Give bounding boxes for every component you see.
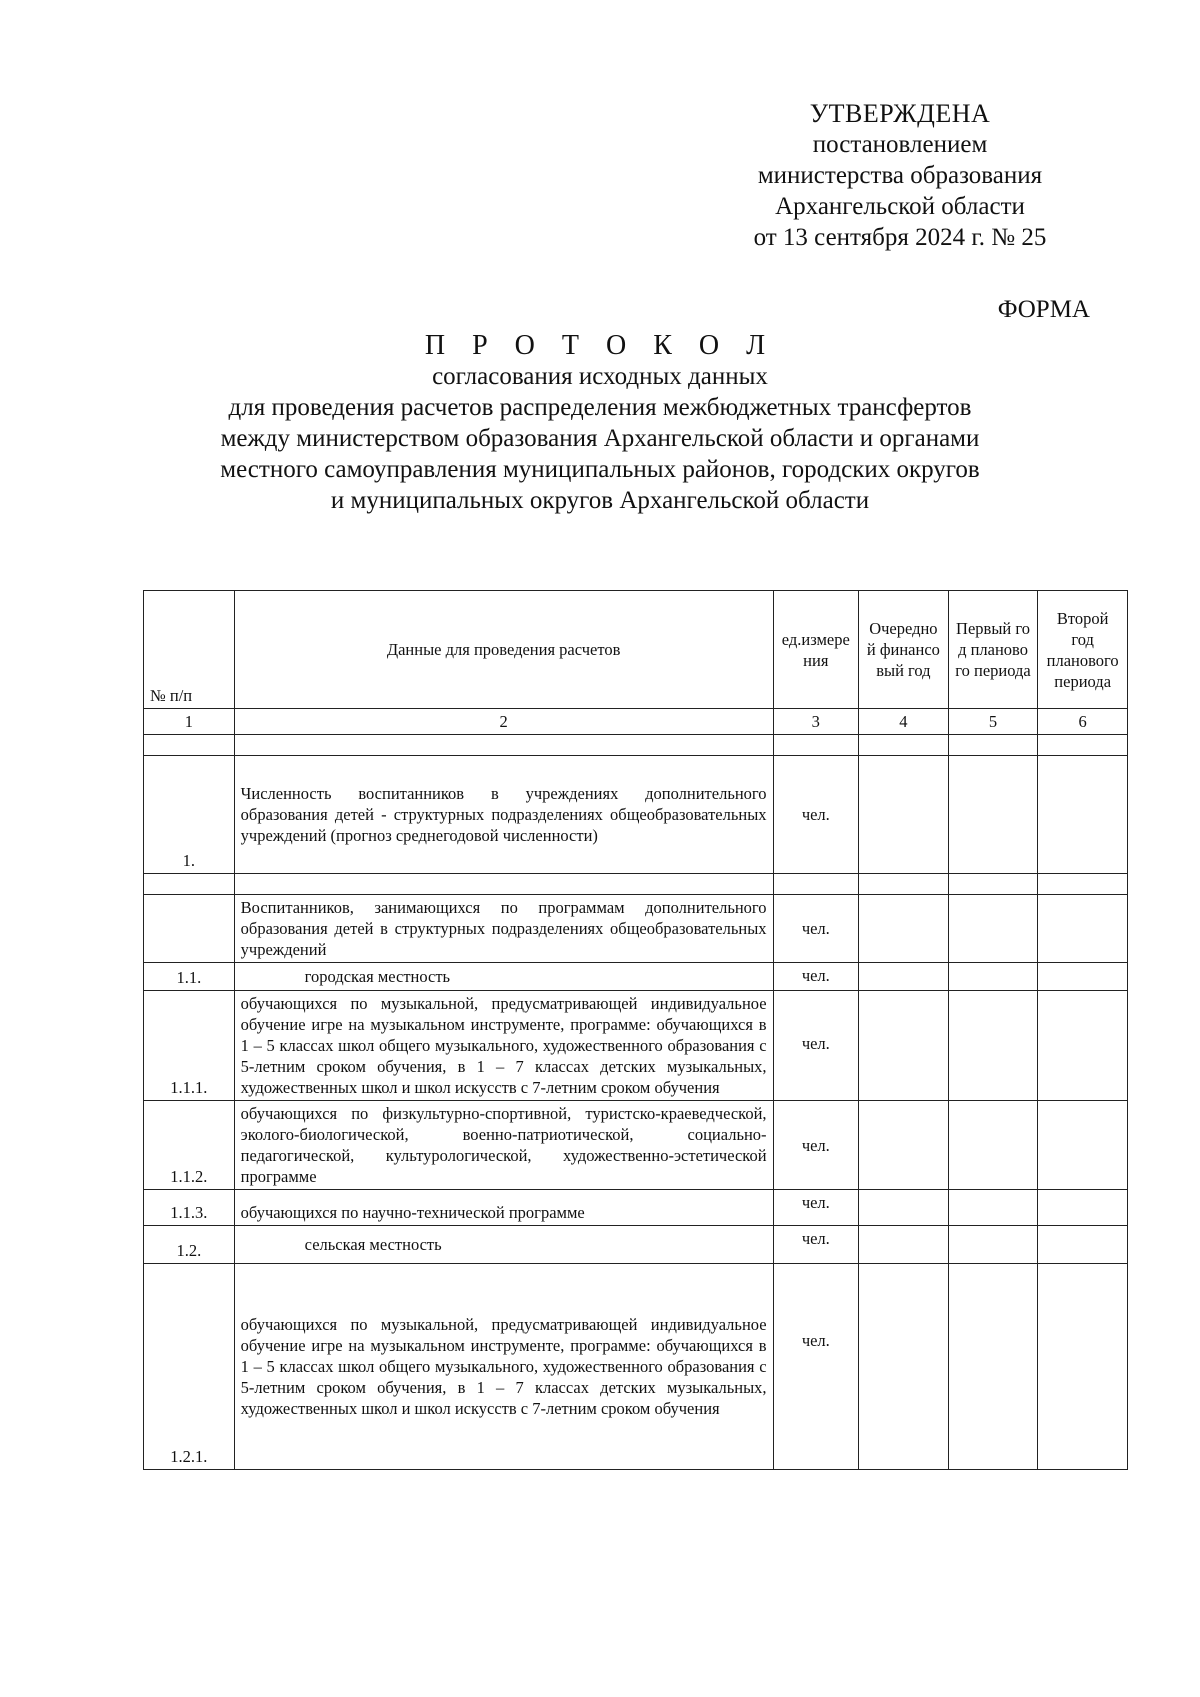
value-cell[interactable] [1038, 1264, 1128, 1470]
row-unit: чел. [773, 1190, 859, 1226]
value-cell[interactable] [948, 963, 1038, 991]
value-cell[interactable] [859, 991, 949, 1101]
row-text: обучающихся по научно-технической программе [234, 1190, 773, 1226]
row-unit: чел. [773, 991, 859, 1101]
index-cell: 4 [859, 709, 949, 735]
row-text: сельская местность [234, 1226, 773, 1264]
row-unit: чел. [773, 963, 859, 991]
row-text: обучающихся по физкультурно-спортивной, туристско-краеведческой, эколого-биологической, военно-патриотической, социально-педагогической, культурологической, художественно-эстетической программе [234, 1101, 773, 1190]
value-cell[interactable] [1038, 1190, 1128, 1226]
index-cell: 2 [234, 709, 773, 735]
approval-line-2: министерства образования [757, 162, 1043, 189]
value-cell[interactable] [859, 895, 949, 963]
value-cell[interactable] [859, 1264, 949, 1470]
table-row [144, 1101, 1128, 1190]
value-cell[interactable] [859, 1101, 949, 1190]
row-unit: чел. [773, 756, 859, 874]
header-year-1: Очередной финансовый год [859, 591, 949, 709]
table-row [144, 1190, 1128, 1226]
row-unit: чел. [773, 1264, 859, 1470]
value-cell[interactable] [948, 756, 1038, 874]
table-index-row [144, 709, 1128, 735]
row-number: 1. [144, 756, 235, 874]
table-row [144, 756, 1128, 874]
row-number: 1.1.1. [144, 991, 235, 1101]
value-cell[interactable] [1038, 1101, 1128, 1190]
row-text: обучающихся по музыкальной, предусматривающей индивидуальное обучение игре на музыкальном инструменте, программе: обучающихся в 1 – 5 классах школ общего музыкального, художественного образования с 5-летним сроком обучения, в 1 – 7 классах детских музыкальных, художественных школ и школ искусств с 7-летним сроком обучения [234, 1264, 773, 1470]
index-cell: 6 [1038, 709, 1128, 735]
value-cell[interactable] [1038, 991, 1128, 1101]
approval-line-1: постановлением [812, 131, 988, 158]
row-text: городская местность [234, 963, 773, 991]
data-table [143, 590, 1128, 1470]
row-text: Численность воспитанников в учреждениях дополнительного образования детей - структурных подразделениях общеобразовательных учреждений (прогноз среднегодовой численности) [234, 756, 773, 874]
value-cell[interactable] [859, 963, 949, 991]
value-cell[interactable] [948, 1264, 1038, 1470]
document-title: П Р О Т О К О Л [424, 330, 776, 361]
value-cell[interactable] [1038, 963, 1128, 991]
row-number: 1.2. [144, 1226, 235, 1264]
table-header-row [144, 591, 1128, 709]
row-number [144, 895, 235, 963]
row-unit: чел. [773, 895, 859, 963]
heading-line-4: местного самоуправления муниципальных районов, городских округов [220, 456, 980, 483]
approval-line-4: от 13 сентября 2024 г. № 25 [753, 224, 1047, 251]
row-text: обучающихся по музыкальной, предусматривающей индивидуальное обучение игре на музыкальном инструменте, программе: обучающихся в 1 – 5 классах школ общего музыкального, художественного образования с 5-летним сроком обучения, в 1 – 7 классах детских музыкальных, художественных школ и школ искусств с 7-летним сроком обучения [234, 991, 773, 1101]
header-unit: ед.измерения [773, 591, 859, 709]
value-cell[interactable] [859, 756, 949, 874]
table-row [144, 963, 1128, 991]
row-number: 1.1.3. [144, 1190, 235, 1226]
value-cell[interactable] [948, 991, 1038, 1101]
index-cell: 3 [773, 709, 859, 735]
row-number: 1.1. [144, 963, 235, 991]
value-cell[interactable] [1038, 756, 1128, 874]
value-cell[interactable] [1038, 895, 1128, 963]
row-number: 1.2.1. [144, 1264, 235, 1470]
heading-line-1: согласования исходных данных [432, 363, 768, 390]
header-year-3: Второй год планового периода [1038, 591, 1128, 709]
approval-title: УТВЕРЖДЕНА [809, 99, 991, 128]
table-row [144, 895, 1128, 963]
row-unit: чел. [773, 1101, 859, 1190]
index-cell: 5 [948, 709, 1038, 735]
table-row [144, 1226, 1128, 1264]
form-label: ФОРМА [997, 296, 1090, 323]
table-row [144, 991, 1128, 1101]
value-cell[interactable] [948, 895, 1038, 963]
table-row [144, 1264, 1128, 1470]
index-cell: 1 [144, 709, 235, 735]
header-data: Данные для проведения расчетов [234, 591, 773, 709]
heading-line-5: и муниципальных округов Архангельской области [330, 487, 870, 514]
row-unit: чел. [773, 1226, 859, 1264]
table-spacer-row [144, 735, 1128, 756]
row-text: Воспитанников, занимающихся по программам дополнительного образования детей в структурных подразделениях общеобразовательных учреждений [234, 895, 773, 963]
table-spacer-row [144, 874, 1128, 895]
approval-block [700, 98, 1100, 253]
value-cell[interactable] [948, 1190, 1038, 1226]
heading-line-3: между министерством образования Архангельской области и органами [220, 425, 980, 452]
document-heading [160, 330, 1040, 516]
value-cell[interactable] [859, 1226, 949, 1264]
heading-line-2: для проведения расчетов распределения межбюджетных трансфертов [228, 394, 972, 421]
approval-line-3: Архангельской области [775, 193, 1025, 220]
header-year-2: Первый год планового периода [948, 591, 1038, 709]
value-cell[interactable] [948, 1226, 1038, 1264]
value-cell[interactable] [859, 1190, 949, 1226]
value-cell[interactable] [1038, 1226, 1128, 1264]
value-cell[interactable] [948, 1101, 1038, 1190]
row-number: 1.1.2. [144, 1101, 235, 1190]
header-no: № п/п [144, 591, 235, 709]
